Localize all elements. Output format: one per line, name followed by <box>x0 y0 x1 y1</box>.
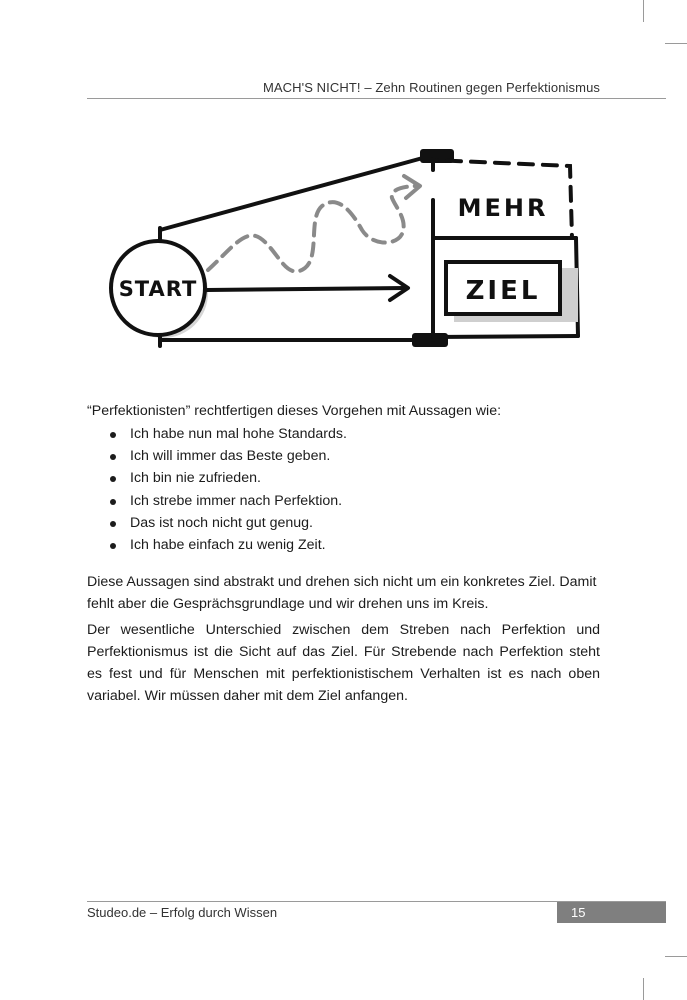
list-item: Ich habe nun mal hohe Standards. <box>87 423 600 445</box>
mehr-label: MEHR <box>457 194 549 222</box>
bullet-dot <box>110 499 116 505</box>
list-item: Ich bin nie zufrieden. <box>87 467 600 489</box>
direct-arrow <box>207 288 405 290</box>
bullet-dot <box>110 521 116 527</box>
wavy-dashed-arrow <box>208 186 418 271</box>
paragraph-line: variabel. Wir müssen daher mit dem Ziel anfangen. <box>87 688 408 704</box>
crop-mark <box>643 978 644 1000</box>
page-number-box <box>557 902 666 923</box>
statement-list <box>87 423 600 556</box>
header-divider <box>87 98 666 99</box>
list-item: Ich habe einfach zu wenig Zeit. <box>87 534 600 556</box>
running-header: MACH'S NICHT! – Zehn Routinen gegen Perfektionismus <box>262 80 600 95</box>
list-item: Ich strebe immer nach Perfektion. <box>87 490 600 512</box>
paragraph-line: Der wesentliche Unterschied zwischen dem Streben nach Perfektion und <box>87 622 600 638</box>
list-item: Das ist noch nicht gut genug. <box>87 512 600 534</box>
bullet-dot <box>110 543 116 549</box>
start-label: START <box>118 277 198 301</box>
paragraph-difference <box>87 619 600 707</box>
bullet-dot <box>110 454 116 460</box>
upper-boundary-line <box>160 156 430 230</box>
ziel-label: ZIEL <box>465 276 541 306</box>
crop-mark <box>665 43 687 44</box>
crop-mark <box>643 0 644 22</box>
bullet-dot <box>110 432 116 438</box>
start-goal-diagram <box>100 140 590 355</box>
footer-publisher: Studeo.de – Erfolg durch Wissen <box>87 905 278 920</box>
paragraph-line: es fest und für Menschen mit perfektionistischem Verhalten ist es nach oben <box>87 666 600 682</box>
page-number: 15 <box>571 905 586 920</box>
paragraph-line: Perfektionismus ist die Sicht auf das Ziel. Für Strebende nach Perfektion steht <box>87 644 600 660</box>
list-item: Ich will immer das Beste geben. <box>87 445 600 467</box>
paragraph-abstract-statements: Diese Aussagen sind abstrakt und drehen sich nicht um ein konkretes Ziel. Damit fehlt aber die Gesprächsgrundlage und wir drehen uns im Kreis. <box>87 574 597 612</box>
bullet-dot <box>110 476 116 482</box>
crop-mark <box>665 956 687 957</box>
intro-text: “Perfektionisten” rechtfertigen dieses Vorgehen mit Aussagen wie: <box>87 403 502 419</box>
